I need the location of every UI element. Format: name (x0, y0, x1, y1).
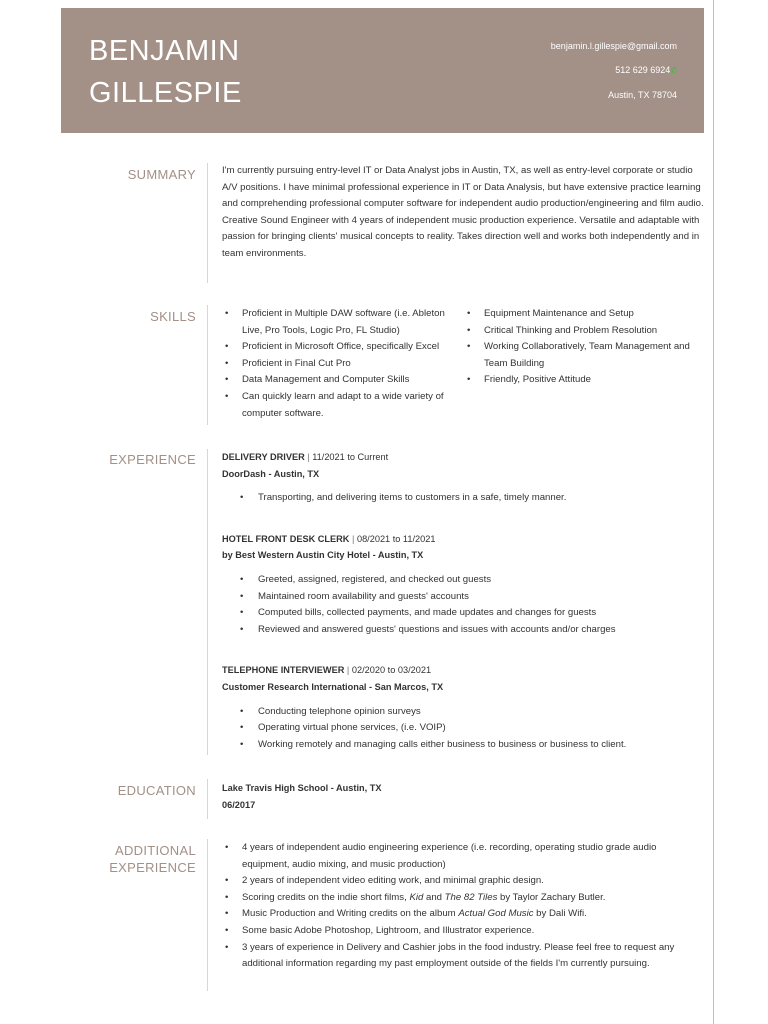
last-name: GILLESPIE (89, 77, 242, 109)
experience-heading: EXPERIENCE (109, 452, 196, 467)
skills-section (222, 306, 706, 422)
duty-item: • Transporting, and delivering items to customers in a safe, timely manner. (222, 490, 706, 507)
skill-item: • Equipment Maintenance and Setup (464, 306, 706, 323)
film-title: The 82 Tiles (444, 891, 498, 903)
job-title-line (222, 531, 706, 548)
skills-divider (207, 305, 208, 425)
job-dates: 08/2021 to 11/2021 (356, 533, 436, 544)
resume-header (61, 8, 704, 133)
job-title-line (222, 449, 706, 466)
job-organization: DoorDash - Austin, TX (222, 468, 320, 479)
job-dates: 02/2020 to 03/2021 (351, 665, 432, 676)
experience-divider (207, 449, 208, 755)
skill-item: • Data Management and Computer Skills (222, 372, 464, 389)
education-divider (207, 779, 208, 819)
separator: | (352, 533, 355, 544)
additional-experience-section (222, 840, 706, 973)
experience-section (222, 449, 706, 753)
skill-item: • Working Collaboratively, Team Management and Team Building (464, 339, 706, 372)
summary-paragraph-2: Creative Sound Engineer with 4 years of independent music production experience. Versatile and adaptable with passion for bringing clients' musical concepts to reality. Takes direction well and works both independently and in team environments. (222, 214, 700, 259)
page-edge-divider (713, 0, 714, 1024)
job-organization: by Best Western Austin City Hotel - Austin, TX (222, 550, 424, 561)
job-duties (222, 704, 706, 754)
summary-divider (207, 163, 208, 283)
phone-row (551, 58, 677, 83)
job-duties (222, 572, 706, 638)
additional-item: • 3 years of experience in Delivery and Cashier jobs in the food industry. Please feel free to request any additional information regarding my past employment outside of the fields I'm currently pursuing. (222, 940, 706, 973)
school-name: Lake Travis High School - Austin, TX (222, 783, 382, 793)
contact-info (551, 34, 677, 107)
job-entry (222, 531, 706, 639)
skills-list-right (464, 306, 706, 422)
skill-item: • Can quickly learn and adapt to a wide variety of computer software. (222, 389, 464, 422)
film-title: Kid (409, 891, 424, 903)
job-duties (222, 490, 706, 507)
job-dates: 11/2021 to Current (312, 452, 389, 462)
job-role: HOTEL FRONT DESK CLERK (222, 533, 350, 544)
duty-item: • Computed bills, collected payments, and made updates and changes for guests (222, 605, 706, 622)
summary-paragraph-1: I'm currently pursuing entry-level IT or Data Analyst jobs in Austin, TX, as well as entry-level corporate or studio A/V positions. I have minimal professional experience in IT or Data Analysis, but have extensive practice learning and comprehending professional computer software for independent audio production/engineering and film audio. (222, 165, 704, 210)
skill-item: • Proficient in Final Cut Pro (222, 356, 464, 373)
additional-experience-heading (109, 842, 196, 876)
candidate-name (89, 30, 242, 114)
job-role: DELIVERY DRIVER (222, 452, 305, 462)
skill-item: • Proficient in Microsoft Office, specifically Excel (222, 339, 464, 356)
duty-item: • Maintained room availability and guests' accounts (222, 589, 706, 606)
job-entry (222, 449, 706, 507)
additional-item: • Some basic Adobe Photoshop, Lightroom, and Illustrator experience. (222, 923, 706, 940)
skills-heading: SKILLS (150, 309, 196, 324)
phone[interactable]: 512 629 6924 (615, 65, 671, 75)
additional-divider (207, 839, 208, 991)
skill-item: • Proficient in Multiple DAW software (i.e. Ableton Live, Pro Tools, Logic Pro, FL Studio) (222, 306, 464, 339)
duty-item: • Working remotely and managing calls either business to business or business to client. (222, 737, 706, 754)
additional-item: • 4 years of independent audio engineering experience (i.e. recording, operating studio grade audio equipment, audio mixing, and music production) (222, 840, 706, 873)
skill-item: • Critical Thinking and Problem Resolution (464, 323, 706, 340)
heading-line-1: ADDITIONAL (114, 843, 196, 858)
album-title: Actual God Music (458, 908, 534, 920)
job-organization: Customer Research International - San Marcos, TX (222, 681, 444, 692)
job-entry (222, 662, 706, 753)
duty-item: • Conducting telephone opinion surveys (222, 704, 706, 721)
duty-item: • Reviewed and answered guests' questions and issues with accounts and/or charges (222, 622, 706, 639)
additional-item: • Music Production and Writing credits on the album Actual God Music by Dali Wifi. (222, 906, 706, 923)
duty-item: • Operating virtual phone services, (i.e. VOIP) (222, 720, 706, 737)
additional-item: • 2 years of independent video editing work, and minimal graphic design. (222, 873, 706, 890)
separator: | (307, 452, 310, 462)
education-section (222, 780, 706, 813)
additional-list (222, 840, 706, 973)
email[interactable]: benjamin.l.gillespie@gmail.com (550, 41, 677, 51)
summary-section (222, 163, 706, 263)
skill-item: • Friendly, Positive Attitude (464, 372, 706, 389)
additional-item: • Scoring credits on the indie short films, Kid and The 82 Tiles by Taylor Zachary Butler. (222, 890, 706, 907)
heading-line-2: EXPERIENCE (109, 860, 196, 875)
skills-list-left (222, 306, 464, 422)
job-title-line (222, 662, 706, 679)
education-heading: EDUCATION (117, 783, 196, 798)
phone-call-icon: ✆ (670, 66, 677, 75)
summary-heading: SUMMARY (127, 167, 196, 182)
graduation-date: 06/2017 (222, 799, 256, 810)
job-role: TELEPHONE INTERVIEWER (222, 665, 345, 676)
first-name: BENJAMIN (89, 35, 240, 67)
separator: | (346, 665, 350, 676)
duty-item: • Greeted, assigned, registered, and checked out guests (222, 572, 706, 589)
location: Austin, TX 78704 (608, 90, 677, 100)
